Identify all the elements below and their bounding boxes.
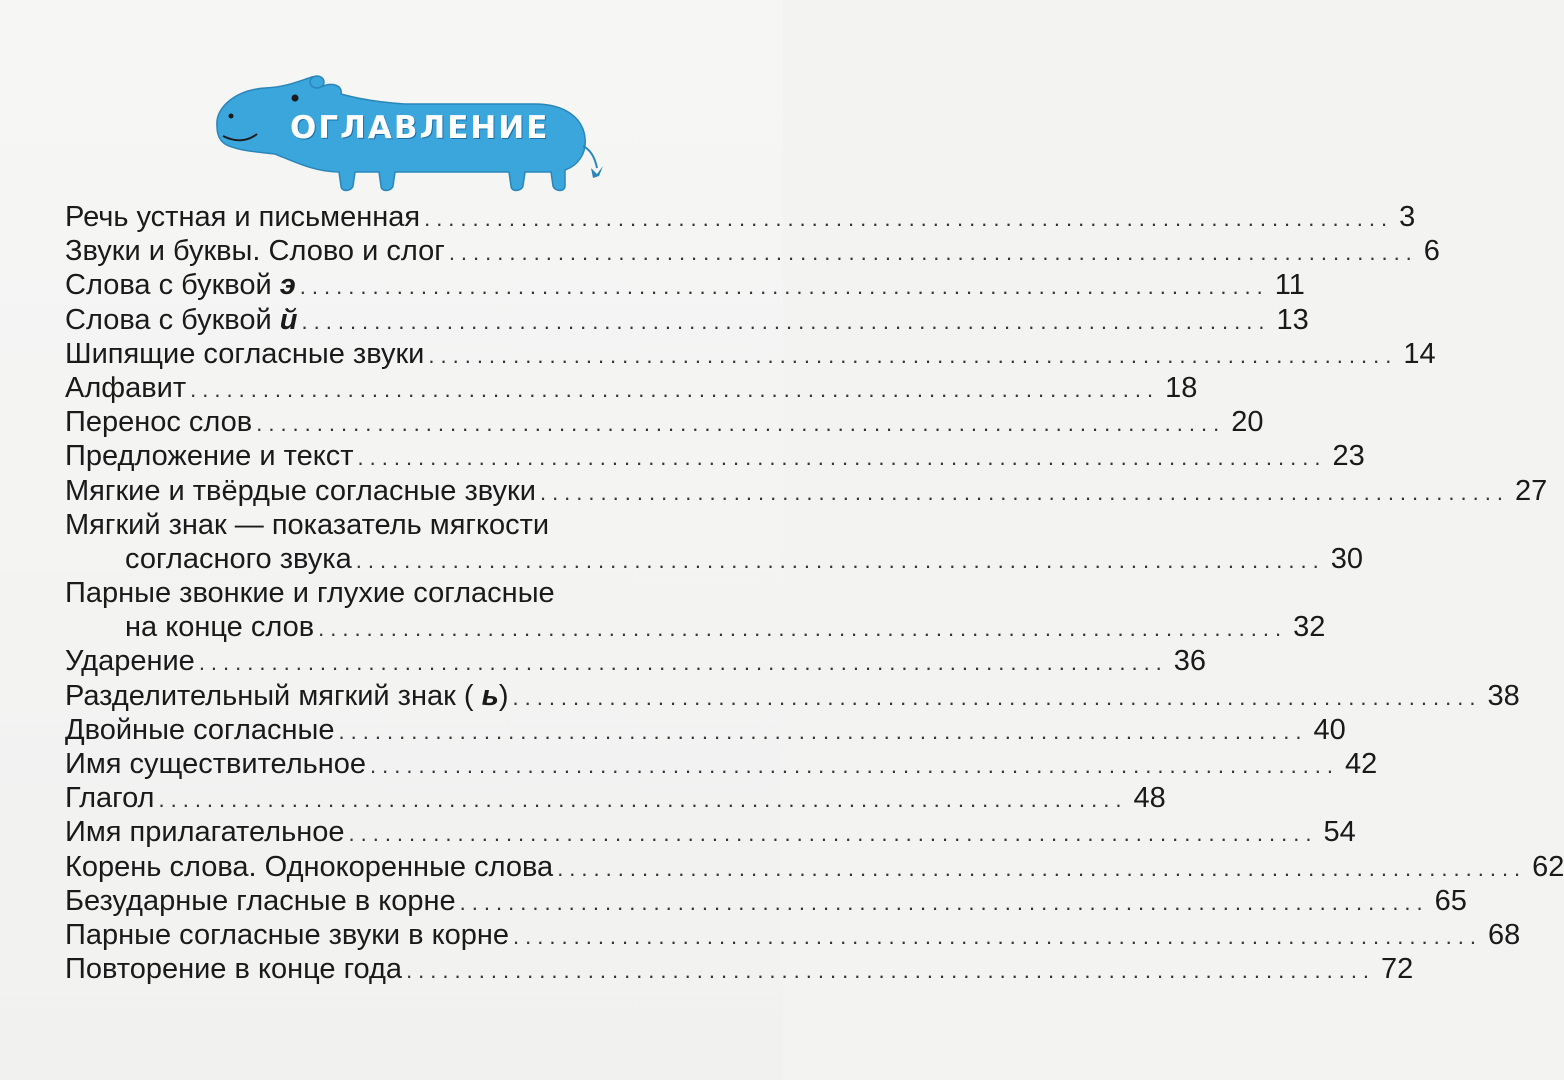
toc-page-number: 62 <box>1532 850 1564 883</box>
toc-entry[interactable] <box>65 918 1521 952</box>
toc-entry-label <box>125 610 314 644</box>
toc-page-number: 3 <box>1399 201 1416 233</box>
toc-entry-label <box>65 337 424 371</box>
toc-leader-dots: ................................................................................ <box>448 240 1418 266</box>
toc-entry-first-line <box>65 576 755 610</box>
toc-entry-text: Разделительный мягкий знак ( <box>65 679 474 712</box>
toc-entry-label <box>65 474 536 508</box>
toc-entry-text: Слова с буквой <box>65 303 272 336</box>
toc-entry-text: Речь устная и письменная <box>65 201 421 233</box>
toc-entry-text: Имя существительное <box>65 748 367 781</box>
toc-entry[interactable] <box>65 850 1564 884</box>
toc-entry[interactable] <box>65 268 1305 302</box>
toc-entry[interactable] <box>65 234 1440 268</box>
toc-leader-dots: ................................................................................ <box>301 308 1271 334</box>
toc-leader-dots: ................................................................................ <box>190 376 1160 402</box>
toc-page-number: 68 <box>1488 918 1521 951</box>
toc-page-number: 48 <box>1133 782 1166 815</box>
toc-entry[interactable] <box>65 952 1414 986</box>
toc-leader-dots: ................................................................................ <box>158 787 1128 813</box>
toc-page-number: 40 <box>1313 713 1346 746</box>
toc-entry[interactable] <box>65 474 1548 508</box>
toc-leader-dots: ................................................................................ <box>370 753 1340 779</box>
toc-page-number: 30 <box>1330 542 1363 575</box>
toc-page-number: 23 <box>1332 440 1365 473</box>
toc-entry[interactable] <box>65 713 1346 747</box>
toc-entry-text: Парные звонкие и глухие согласные <box>65 577 555 610</box>
toc-entry-text: Ударение <box>65 645 195 678</box>
toc-leader-dots: ................................................................................ <box>539 479 1509 505</box>
toc-leader-dots: ................................................................................ <box>406 958 1376 984</box>
toc-leader-dots: ................................................................................ <box>348 821 1318 847</box>
toc-entry[interactable] <box>65 576 1326 644</box>
toc-page-number: 20 <box>1231 406 1264 439</box>
toc-entry[interactable] <box>65 371 1198 405</box>
toc-entry-label <box>65 268 296 302</box>
toc-page-number: 11 <box>1274 269 1305 302</box>
toc-entry-text: Звуки и буквы. Слово и слог <box>65 235 445 268</box>
toc-entry[interactable] <box>65 337 1436 371</box>
toc-leader-dots: ................................................................................ <box>256 411 1226 437</box>
toc-leader-dots: ................................................................................ <box>299 274 1269 300</box>
table-of-contents <box>65 200 1564 986</box>
toc-entry-text: Корень слова. Однокоренные слова <box>65 850 554 883</box>
toc-page-number: 32 <box>1293 611 1326 644</box>
toc-entry-label <box>65 918 509 952</box>
toc-entry-text: Глагол <box>65 782 155 815</box>
toc-entry-text: Двойные согласные <box>65 713 335 746</box>
toc-entry-first-line <box>65 508 755 542</box>
toc-entry-letter: э <box>279 269 296 302</box>
toc-leader-dots: ................................................................................ <box>459 889 1429 915</box>
toc-entry[interactable] <box>65 508 1363 576</box>
toc-page-number: 54 <box>1323 816 1356 849</box>
toc-entry-second-line <box>65 610 1326 646</box>
toc-leader-dots: ................................................................................ <box>424 206 1394 231</box>
toc-leader-dots: ................................................................................ <box>512 684 1482 710</box>
toc-entry-label <box>65 439 354 473</box>
toc-entry-label <box>65 884 456 918</box>
toc-entry-text: Повторение в конце года <box>65 953 403 986</box>
toc-entry[interactable] <box>65 781 1166 815</box>
toc-entry-text: Предложение и текст <box>65 440 354 473</box>
toc-leader-dots: ................................................................................ <box>318 616 1288 642</box>
toc-entry[interactable] <box>65 679 1520 713</box>
toc-leader-dots: ................................................................................ <box>557 855 1527 881</box>
toc-entry[interactable] <box>65 303 1309 337</box>
toc-entry-text: Перенос слов <box>65 406 253 439</box>
toc-entry[interactable] <box>65 884 1467 918</box>
toc-page-number: 27 <box>1514 474 1548 507</box>
toc-entry-label <box>65 679 508 713</box>
toc-page-number: 72 <box>1381 953 1414 986</box>
toc-entry-label <box>65 644 195 678</box>
toc-entry-label <box>65 509 549 541</box>
toc-entry-text: Алфавит <box>65 371 187 404</box>
toc-entry-text: Безударные гласные в корне <box>65 884 456 917</box>
toc-entry[interactable] <box>65 815 1356 849</box>
toc-entry[interactable] <box>65 405 1264 439</box>
toc-leader-dots: ................................................................................ <box>355 547 1325 573</box>
toc-page-number: 14 <box>1403 337 1436 370</box>
toc-entry-label <box>125 542 352 576</box>
toc-page-number: 42 <box>1345 748 1378 781</box>
toc-entry-text: Шипящие согласные звуки <box>65 337 425 370</box>
toc-entry-second-line <box>65 542 1363 578</box>
toc-leader-dots: ................................................................................ <box>198 650 1168 676</box>
toc-leader-dots: ................................................................................ <box>513 923 1483 949</box>
toc-entry-label <box>65 747 366 781</box>
toc-entry-text-tail: ) <box>498 679 509 712</box>
toc-entry-label <box>65 781 154 815</box>
toc-entry[interactable] <box>65 747 1378 781</box>
toc-leader-dots: ................................................................................ <box>338 718 1308 744</box>
toc-entry-text: Парные согласные звуки в корне <box>65 918 510 951</box>
page-title: ОГЛАВЛЕНИЕ <box>290 110 550 146</box>
toc-leader-dots: ................................................................................ <box>428 342 1398 368</box>
toc-entry-label <box>65 405 252 439</box>
toc-entry-label <box>65 371 186 405</box>
toc-leader-dots: ................................................................................ <box>357 445 1327 471</box>
toc-entry-text: Мягкий знак — показатель мягкости <box>65 508 550 541</box>
toc-page-number: 18 <box>1165 371 1198 404</box>
toc-entry-label <box>65 577 555 609</box>
toc-entry-text: на конце слов <box>125 611 315 644</box>
toc-entry-label <box>65 952 402 986</box>
toc-entry-letter: й <box>279 303 298 336</box>
toc-page-number: 13 <box>1276 303 1309 336</box>
toc-page-number: 6 <box>1423 235 1440 268</box>
toc-entry-text: Слова с буквой <box>65 269 272 302</box>
toc-page-number: 36 <box>1173 645 1207 678</box>
toc-entry-label <box>65 234 445 268</box>
toc-entry-text: согласного звука <box>125 542 352 575</box>
toc-page-number: 38 <box>1487 679 1520 712</box>
toc-entry[interactable] <box>65 439 1365 473</box>
toc-entry-text: Имя прилагательное <box>65 816 345 849</box>
toc-entry-label <box>65 303 298 337</box>
toc-entry-label <box>65 815 344 849</box>
toc-page-number: 65 <box>1434 884 1467 917</box>
toc-entry-text: Мягкие и твёрдые согласные звуки <box>65 474 536 507</box>
toc-entry-label <box>65 200 420 234</box>
toc-entry[interactable] <box>65 644 1207 678</box>
toc-entry[interactable] <box>65 200 1416 234</box>
toc-entry-label <box>65 850 553 884</box>
toc-entry-letter: ь <box>481 679 499 712</box>
toc-entry-label <box>65 713 335 747</box>
